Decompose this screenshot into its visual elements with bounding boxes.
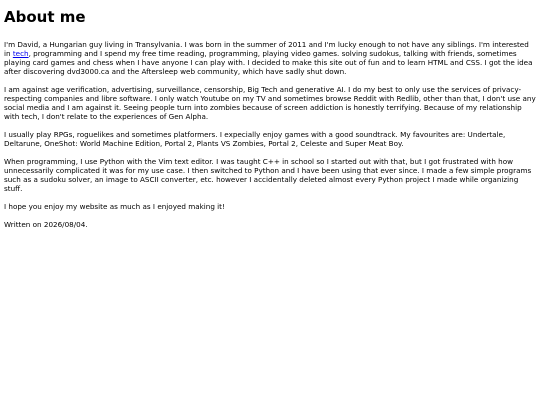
- opinions-paragraph: I am against age verification, advertising, surveillance, censorship, Big Tech and generative AI. I do my best to only use the services of privacy-respecting companies and libre software. I only watch Youtube on my TV and sometimes browse Reddit with Redlib, other than that, I don't use any social media and I am against it. Seeing people turn into zombies because of screen addiction is honestly terrifying. Because of my relationship with tech, I don't relate to the experiences of Gen Alpha.: [4, 85, 536, 121]
- written-date: Written on 2026/08/04.: [4, 220, 88, 229]
- intro-paragraph: [4, 40, 536, 76]
- programming-paragraph: When programming, I use Python with the Vim text editor. I was taught C++ in school so I started out with that, but I got frustrated with how unnecessarily complicated it was for my use case. I then switched to Python and I have been using that ever since. I made a few simple programs such as a sudoku solver, an image to ASCII converter, etc. however I accidentally deleted almost every Python project I made while organizing stuff.: [4, 157, 532, 193]
- tech-link[interactable]: tech: [12, 49, 29, 58]
- intro-text-end: , programming and I spend my free time reading, programming, playing video games. solving sudokus, talking with friends, sometimes playing card games and chess when I have anyone I can play with. I decided to make this site out of fun and to learn HTML and CSS. I got the idea after discovering dvd3000.ca and the Aftersleep web community, which have sadly shut down.: [4, 49, 533, 76]
- closing-paragraph: I hope you enjoy my website as much as I enjoyed making it!: [4, 202, 225, 211]
- intro-text-start: I'm David, a Hungarian guy living in Transylvania. I was born in the summer of 2011 and I'm lucky enough to not have any siblings. I'm interested in: [4, 40, 529, 58]
- games-paragraph: I usually play RPGs, roguelikes and sometimes platformers. I expecially enjoy games with a good soundtrack. My favourites are: Undertale, Deltarune, OneShot: World Machine Edition, Portal 2, Plants VS Zombies, Portal 2, Celeste and Super Meat Boy.: [4, 130, 506, 148]
- page-title: About me: [4, 8, 86, 26]
